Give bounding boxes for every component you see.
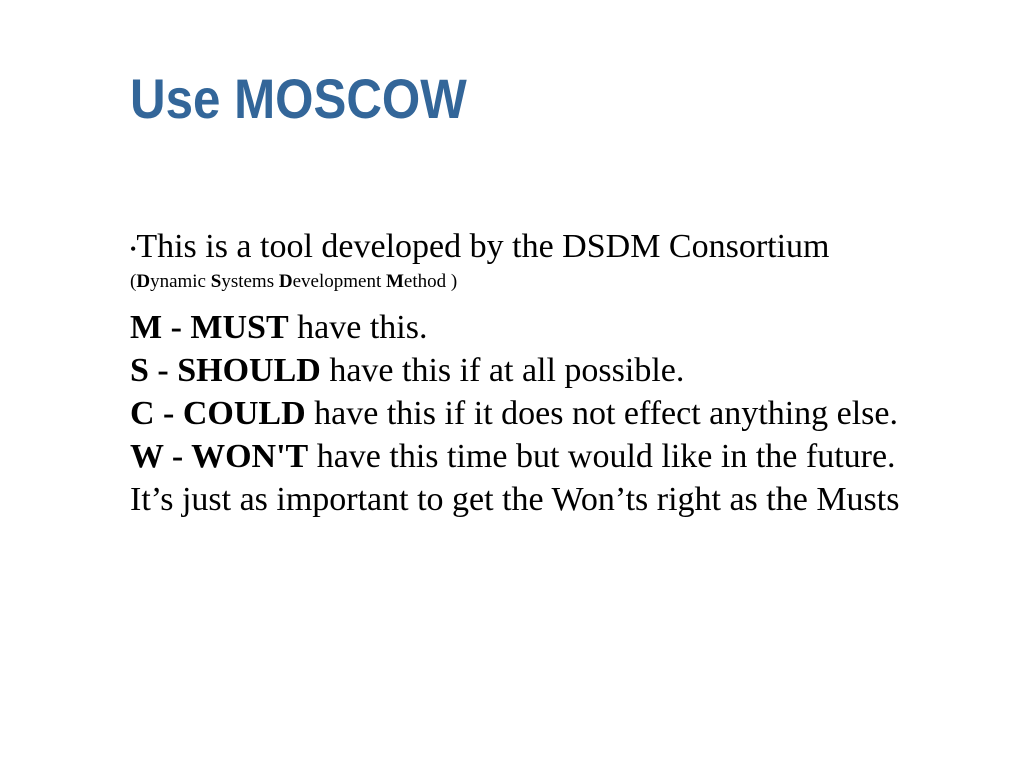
closing-text: It’s just as important to get the Won’ts right as the Musts	[130, 481, 900, 518]
word-development: evelopment	[292, 271, 386, 292]
wont-label: W - WON'T	[130, 438, 309, 475]
paren-open: (	[130, 271, 137, 292]
should-label: S - SHOULD	[130, 352, 321, 389]
must-text: have this.	[288, 309, 428, 346]
word-method: ethod )	[403, 271, 458, 292]
initial-s: S	[210, 271, 222, 292]
initial-m: M	[385, 271, 404, 292]
wont-text: have this time but would like in the future.	[308, 438, 896, 475]
should-text: have this if at all possible.	[320, 352, 685, 389]
dsdm-expansion	[130, 270, 980, 294]
moscow-body	[130, 306, 980, 521]
slide-content	[130, 226, 980, 521]
word-systems: ystems	[221, 271, 279, 292]
bullet-item	[130, 226, 980, 270]
word-dynamic: ynamic	[150, 271, 211, 292]
initial-d2: D	[278, 271, 293, 292]
slide-title: Use MOSCOW	[130, 67, 467, 130]
bullet-dot-icon: •	[130, 239, 137, 259]
could-text: have this if it does not effect anything else.	[305, 395, 898, 432]
bullet-text: This is a tool developed by the DSDM Consortium	[136, 228, 830, 265]
could-label: C - COULD	[130, 395, 306, 432]
initial-d: D	[136, 271, 151, 292]
must-label: M - MUST	[130, 309, 289, 346]
